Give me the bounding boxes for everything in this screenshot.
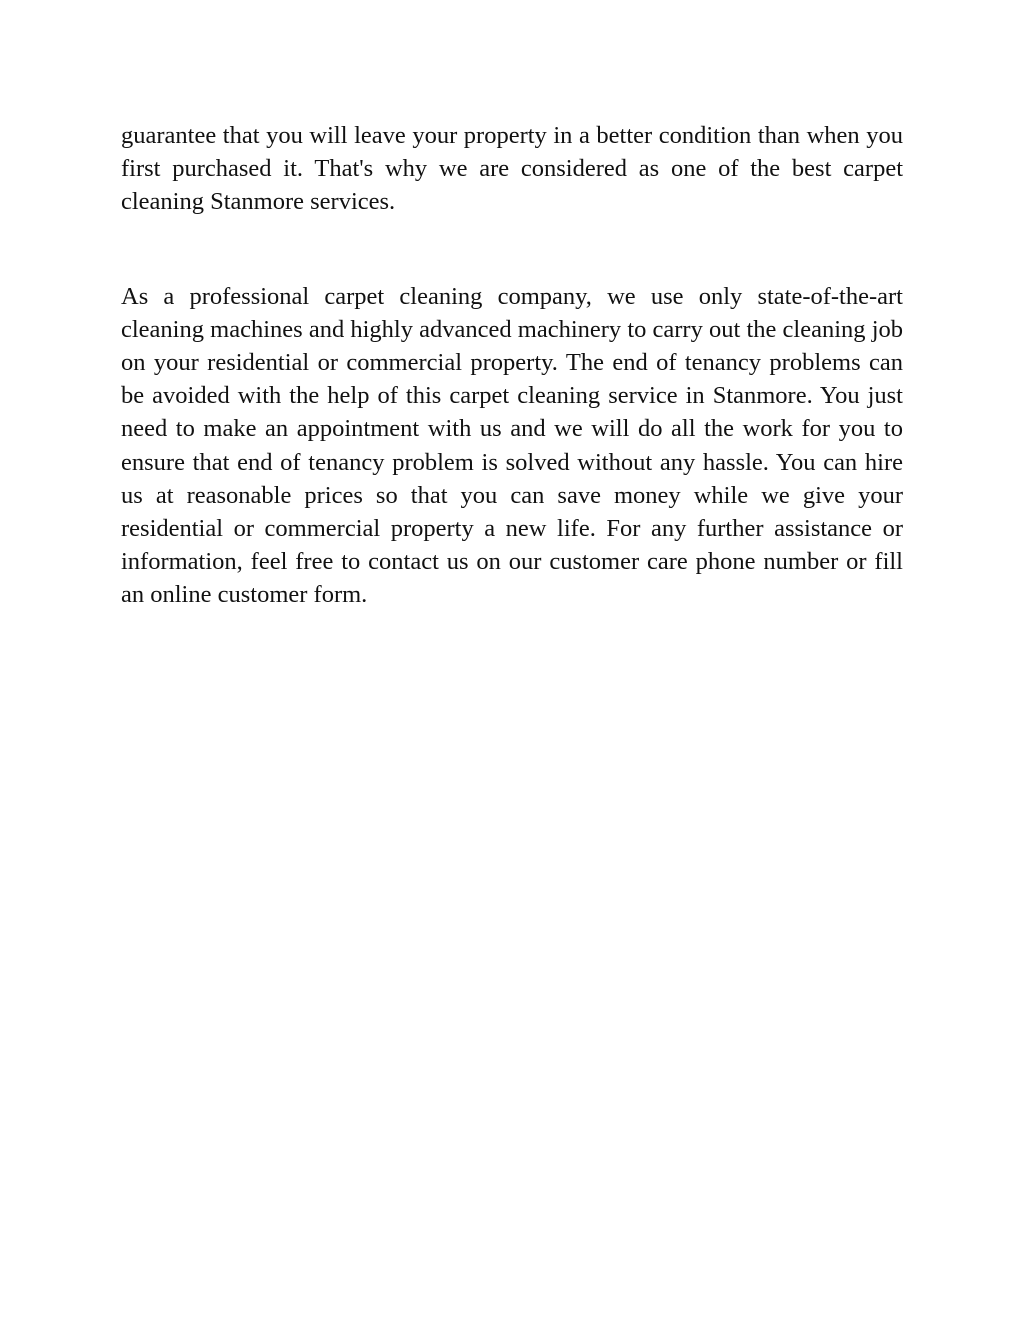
document-body (121, 119, 903, 612)
paragraph-guarantee: guarantee that you will leave your property in a better condition than when you first purchased it. That's why we are considered as one of the best carpet cleaning Stanmore services. (121, 122, 903, 216)
paragraph-professional-cleaning: As a professional carpet cleaning company, we use only state-of-the-art cleaning machines and highly advanced machinery to carry out the cleaning job on your residential or commercial property. The end of tenancy problems can be avoided with the help of this carpet cleaning service in Stanmore. You just need to make an appointment with us and we will do all the work for you to ensure that end of tenancy problem is solved without any hassle. You can hire us at reasonable prices so that you can save money while we give your residential or commercial property a new life. For any further assistance or information, feel free to contact us on our customer care phone number or fill an online customer form. (121, 282, 903, 609)
